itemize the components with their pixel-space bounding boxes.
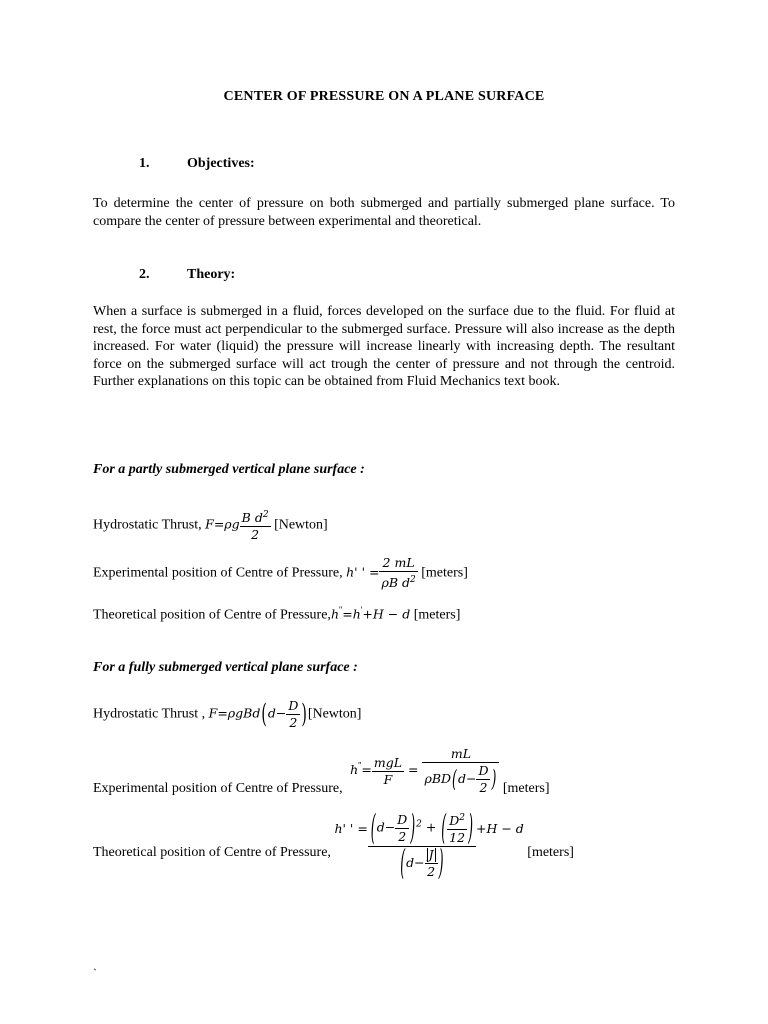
- section-number-theory: 2.: [139, 267, 150, 282]
- fully-submerged-heading: For a fully submerged vertical plane surface :: [93, 660, 358, 675]
- footer-mark: `: [93, 966, 97, 980]
- fully-theo-label: Theoretical position of Centre of Pressure,: [93, 845, 331, 860]
- page-title: CENTER OF PRESSURE ON A PLANE SURFACE: [223, 89, 545, 104]
- partly-theo-label: Theoretical position of Centre of Pressure,: [93, 607, 331, 623]
- fully-experimental-equation: Experimental position of Centre of Pressure, h''= $\frac{\text{mgL}}{F}$ = mL ρBD(d− $\frac{D}{2}$ ) [meters]: [93, 746, 550, 797]
- fully-exp-unit: [meters]: [502, 781, 550, 797]
- section-number-objectives: 1.: [139, 156, 150, 171]
- partly-thrust-unit: [Newton]: [274, 517, 328, 533]
- section-heading-theory: Theory:: [187, 267, 236, 282]
- partly-exp-label: Experimental position of Centre of Pressure,: [93, 565, 343, 581]
- partly-experimental-equation: Experimental position of Centre of Pressure, h' ' = $\frac{2 mL}{\rho B d^2}$ [meters]: [93, 555, 468, 591]
- fully-theoretical-equation: Theoretical position of Centre of Pressure, h' ' = (d− $\frac{D}{2}$ )$^2$ + ( $\frac{D^2}{12}$ ) (d− $\frac{J}{2}$ ) +H − d [meters]: [93, 804, 574, 883]
- theory-paragraph: When a surface is submerged in a fluid, forces developed on the surface due to the fluid. For fluid at rest, the force must act perpendicular to the submerged surface. Pressure will also increase as the depth increased. For water (liquid) the pressure will increase linearly with increasing depth. The resultant force on the submerged surface will act trough the center of pressure and not through the centroid. Further explanations on this topic can be obtained from Fluid Mechanics text book.: [93, 304, 675, 389]
- partly-thrust-label: Hydrostatic Thrust,: [93, 517, 202, 533]
- section-heading-objectives: Objectives:: [187, 156, 255, 171]
- partly-exp-unit: [meters]: [421, 565, 468, 581]
- fully-thrust-equation: Hydrostatic Thrust , F=ρgBd(d− $\frac{D}{2}$ )[Newton]: [93, 698, 362, 730]
- fully-theo-unit: [meters]: [527, 845, 574, 860]
- partly-theo-unit: [meters]: [413, 607, 461, 623]
- partly-theoretical-equation: Theoretical position of Centre of Pressure,h''=h'+H − d [meters]: [93, 605, 461, 623]
- partly-submerged-heading: For a partly submerged vertical plane surface :: [93, 462, 365, 477]
- objectives-paragraph: To determine the center of pressure on both submerged and partially submerged plane surface. To compare the center of pressure between experimental and theoretical.: [93, 196, 675, 229]
- fully-exp-label: Experimental position of Centre of Pressure,: [93, 781, 343, 797]
- fully-thrust-unit: [Newton]: [307, 706, 362, 722]
- partly-thrust-equation: Hydrostatic Thrust, F=ρg $\frac{B d^2}{2}$ [Newton]: [93, 507, 328, 543]
- fully-thrust-label: Hydrostatic Thrust ,: [93, 706, 206, 722]
